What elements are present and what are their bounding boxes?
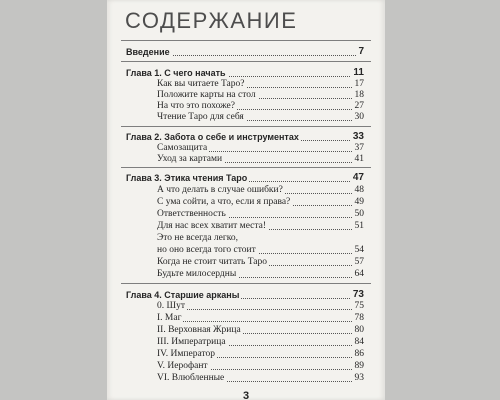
toc-entry-page: 78: [354, 313, 364, 323]
toc-chapter-page: 73: [352, 289, 364, 300]
toc-entry-label: Чтение Таро для себя: [157, 112, 244, 122]
toc-entry: [107, 256, 385, 268]
toc-chapter-label: Глава 1. С чего начать: [126, 68, 226, 78]
section-divider: [121, 40, 371, 41]
toc-entry-page: 84: [354, 337, 364, 347]
toc-entry: [107, 268, 385, 280]
toc-entry-label: Когда не стоит читать Таро: [157, 257, 267, 267]
toc-entry-page: 54: [354, 245, 364, 255]
section-divider: [121, 167, 371, 168]
toc-chapter-page: 47: [352, 172, 364, 183]
toc-entry: [107, 348, 385, 360]
toc-entry: [107, 312, 385, 324]
toc-entry: [107, 232, 385, 244]
toc-entry-label: VI. Влюбленные: [157, 373, 225, 383]
toc-entry-page: 48: [354, 185, 364, 195]
toc-entry-page: 93: [354, 373, 364, 383]
toc-entry-label: Как вы читаете Таро?: [157, 79, 245, 89]
toc-entry-label: Положите карты на стол: [157, 90, 256, 100]
toc-chapter-label: Глава 2. Забота о себе и инструментах: [126, 132, 299, 142]
toc-entry-page: 51: [354, 221, 364, 231]
toc-entry: [107, 324, 385, 336]
toc-entry-page: 80: [354, 325, 364, 335]
toc-entry-page: 37: [354, 143, 364, 153]
toc-entry-page: 18: [354, 90, 364, 100]
toc-entry-label: На что это похоже?: [157, 101, 235, 111]
dot-leader: [157, 309, 364, 310]
toc-entry-page: 75: [354, 301, 364, 311]
toc-entry: [107, 360, 385, 372]
toc-entry-label: I. Маг: [157, 313, 182, 323]
toc-entry-label: С ума сойти, а что, если я права?: [157, 197, 291, 207]
toc-entry-page: 17: [354, 79, 364, 89]
toc-entry-page: 30: [354, 112, 364, 122]
toc-entry-label: Самозащита: [157, 143, 208, 153]
toc-entry-page: 64: [354, 269, 364, 279]
section-divider: [121, 126, 371, 127]
toc-entry: [107, 220, 385, 232]
toc-entry-introduction: [107, 46, 385, 58]
toc-chapter-label: Глава 3. Этика чтения Таро: [126, 173, 248, 183]
dot-leader: [157, 321, 364, 322]
toc-entry: [107, 336, 385, 348]
toc-entry-label: Введение: [126, 47, 170, 57]
toc-entry-page: 27: [354, 101, 364, 111]
toc-entry-page: 86: [354, 349, 364, 359]
toc-entry: [107, 153, 385, 165]
section-divider: [121, 61, 371, 62]
toc-entry: [107, 300, 385, 312]
toc-entry-page: 57: [354, 257, 364, 267]
section-divider: [121, 283, 371, 284]
toc-entry-page: 50: [354, 209, 364, 219]
toc-entry-page: 7: [358, 46, 364, 57]
toc-entry: [107, 196, 385, 208]
toc-chapter-page: 33: [352, 131, 364, 142]
toc-entry-label: А что делать в случае ошибки?: [157, 185, 283, 195]
toc-entry: [107, 111, 385, 123]
toc-entry-page: 41: [354, 154, 364, 164]
toc-entry-label: Для нас всех хватит места!: [157, 221, 267, 231]
toc-chapter-page: 11: [353, 67, 364, 78]
toc-chapter-heading: [107, 172, 385, 184]
toc-entry: [107, 184, 385, 196]
book-page: [107, 0, 385, 400]
toc-entry-label: III. Императрица: [157, 337, 226, 347]
toc-entry-label: IV. Император: [157, 349, 215, 359]
toc-entry-label: II. Верховная Жрица: [157, 325, 241, 335]
toc-entry: [107, 244, 385, 256]
toc-entry-label: Будьте милосердны: [157, 269, 237, 279]
toc-entry: [107, 208, 385, 220]
toc-entry-label: Уход за картами: [157, 154, 223, 164]
toc-entry-page: 89: [354, 361, 364, 371]
toc-chapter-label: Глава 4. Старшие арканы: [126, 290, 240, 300]
toc-entry-label: 0. Шут: [157, 301, 185, 311]
toc-entry-label: Это не всегда легко,: [157, 233, 239, 243]
page-title: СОДЕРЖАНИЕ: [125, 8, 298, 33]
toc-entry: [107, 372, 385, 384]
toc-entry-label: но оно всегда того стоит: [157, 245, 256, 255]
page-number: 3: [242, 390, 250, 400]
toc-entry-label: V. Иерофант: [157, 361, 208, 371]
toc-entry-page: 49: [354, 197, 364, 207]
toc-entry-label: Ответственность: [157, 209, 226, 219]
